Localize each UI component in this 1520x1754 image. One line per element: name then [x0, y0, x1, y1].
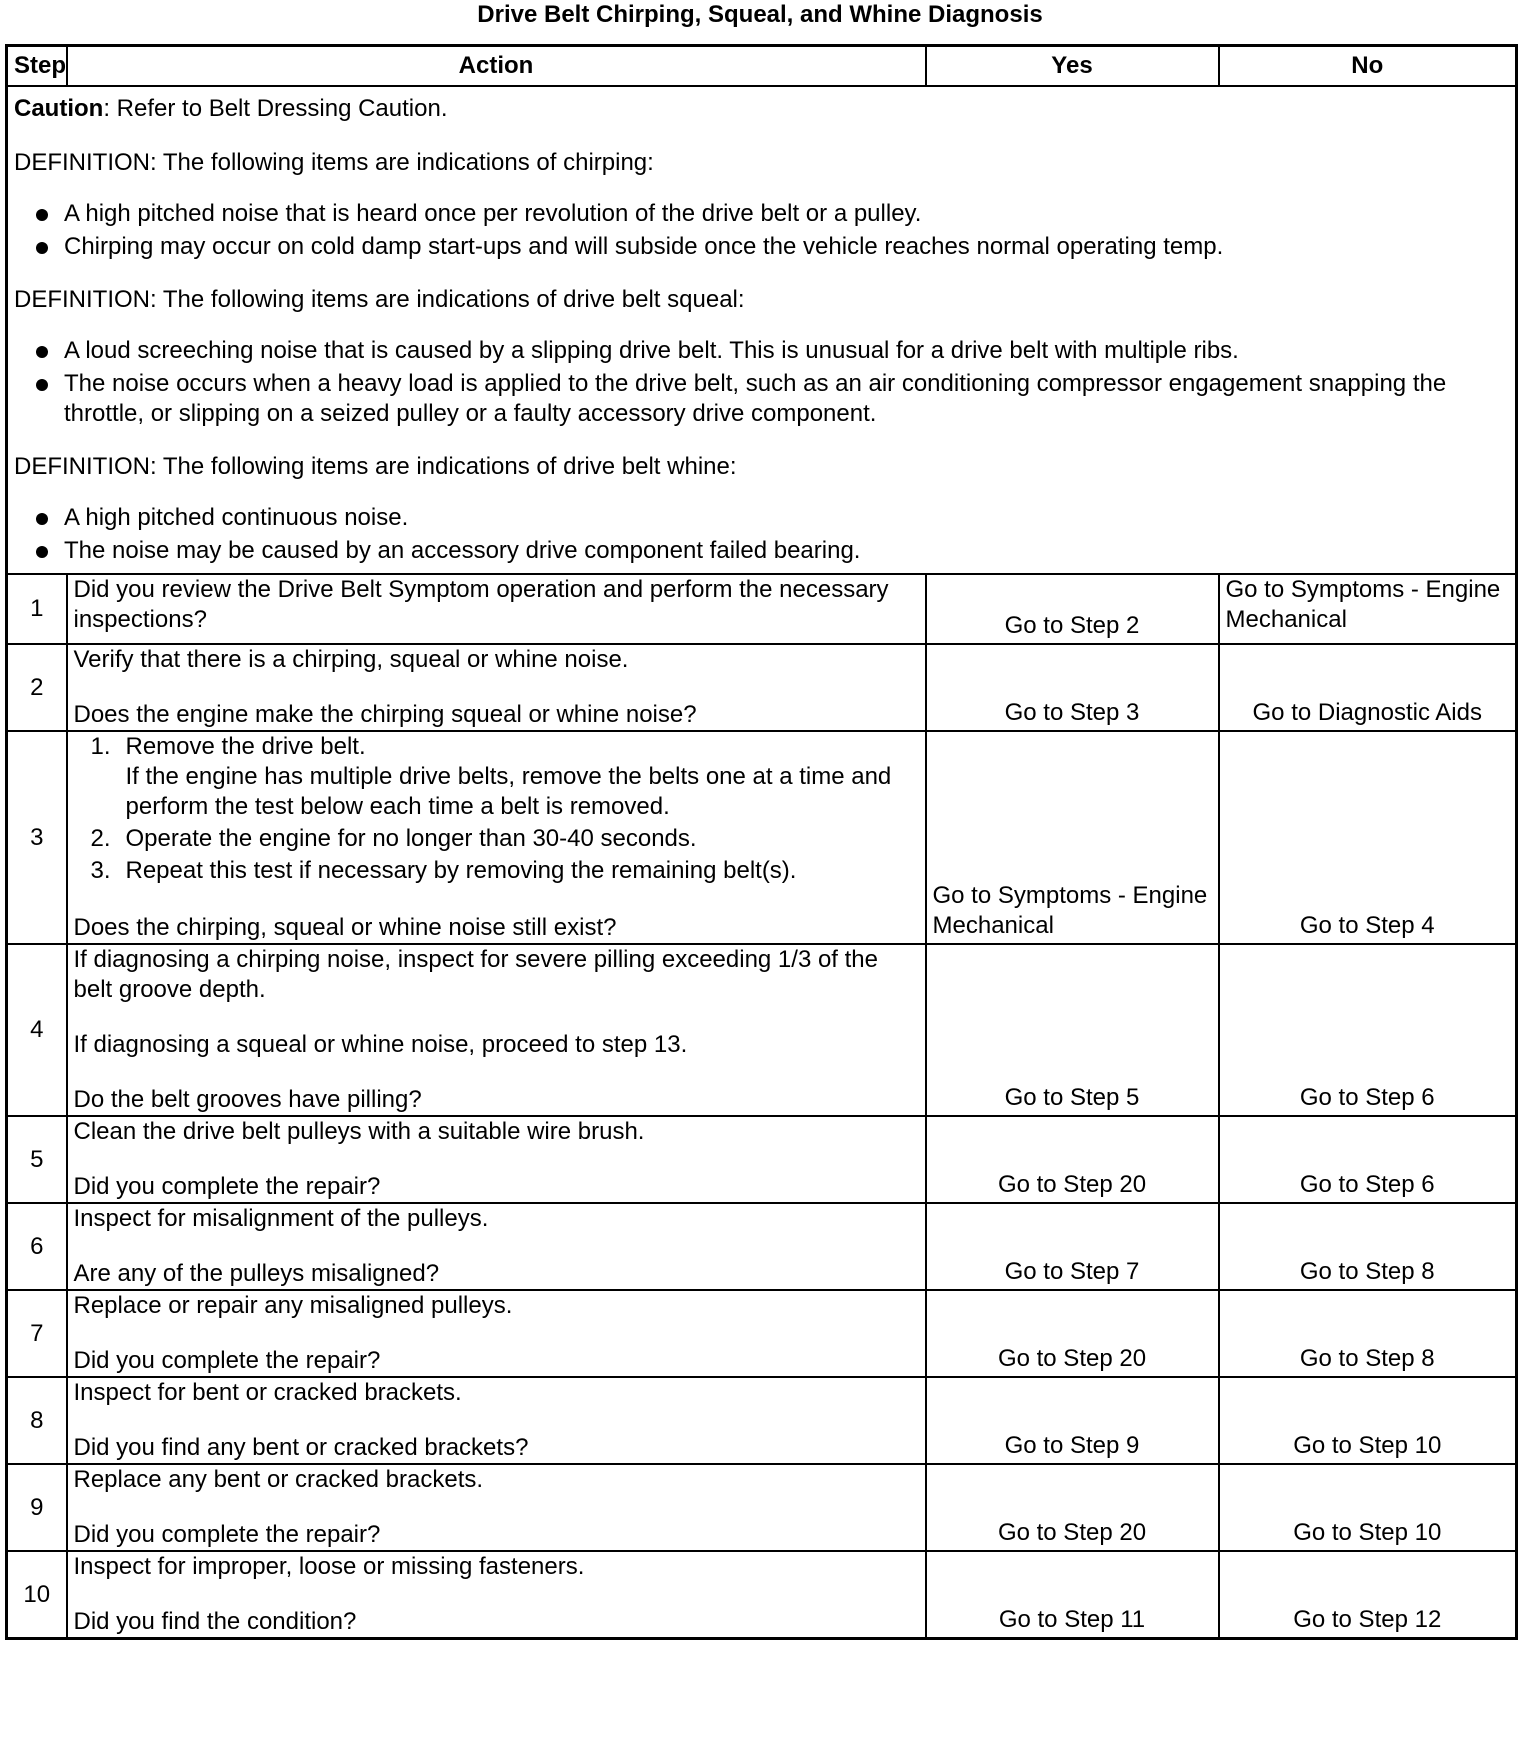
intro-row [7, 86, 1517, 574]
list-item: A loud screeching noise that is caused by a slipping drive belt. This is unusual for a drive belt with multiple ribs. [14, 336, 1509, 366]
yes-cell: Go to Symptoms - Engine Mechanical [926, 731, 1219, 944]
step-number: 5 [7, 1116, 67, 1203]
diagnosis-table [5, 44, 1518, 1640]
step-number: 3 [7, 731, 67, 944]
action-cell [67, 1377, 926, 1464]
table-row [7, 944, 1517, 1116]
action-question: Did you complete the repair? [73, 1173, 381, 1200]
action-question: Does the engine make the chirping squeal or whine noise? [73, 701, 697, 728]
action-text: Inspect for improper, loose or missing fasteners. [73, 1553, 585, 1580]
table-row [7, 1551, 1517, 1639]
action-text: Did you review the Drive Belt Symptom operation and perform the necessary inspections? [73, 576, 889, 633]
no-cell: Go to Symptoms - Engine Mechanical [1219, 574, 1517, 644]
action-cell [67, 1290, 926, 1377]
caution-text: : Refer to Belt Dressing Caution. [103, 95, 448, 122]
action-cell [67, 574, 926, 644]
whine-list [14, 503, 1509, 566]
action-text: If diagnosing a squeal or whine noise, proceed to step 13. [73, 1031, 688, 1058]
header-no: No [1219, 46, 1517, 87]
intro-cell [7, 86, 1517, 574]
step-number: 7 [7, 1290, 67, 1377]
list-item: Chirping may occur on cold damp start-ups and will subside once the vehicle reaches normal operating temp. [14, 232, 1509, 262]
table-row [7, 574, 1517, 644]
substep-list [74, 732, 919, 886]
action-cell [67, 1551, 926, 1639]
no-cell: Go to Step 12 [1219, 1551, 1517, 1639]
header-yes: Yes [926, 46, 1219, 87]
definition-chirping: DEFINITION: The following items are indications of chirping: [14, 149, 654, 176]
action-cell [67, 731, 926, 944]
yes-cell: Go to Step 3 [926, 644, 1219, 731]
table-row [7, 1116, 1517, 1203]
yes-cell: Go to Step 20 [926, 1464, 1219, 1551]
action-text: Replace any bent or cracked brackets. [73, 1466, 484, 1493]
step-number: 1 [7, 574, 67, 644]
no-cell: Go to Step 10 [1219, 1377, 1517, 1464]
header-step: Step [7, 46, 67, 87]
substep-item: 3. Repeat this test if necessary by removing the remaining belt(s). [90, 857, 797, 884]
substep-item: 2. Operate the engine for no longer than 30-40 seconds. [90, 825, 697, 852]
list-item: The noise may be caused by an accessory drive component failed bearing. [14, 536, 1509, 566]
action-question: Does the chirping, squeal or whine noise still exist? [73, 914, 617, 941]
yes-cell: Go to Step 7 [926, 1203, 1219, 1290]
action-text: Inspect for bent or cracked brackets. [73, 1379, 462, 1406]
table-header-row [7, 46, 1517, 87]
action-text: Clean the drive belt pulleys with a suitable wire brush. [73, 1118, 645, 1145]
no-cell: Go to Step 8 [1219, 1203, 1517, 1290]
step-number: 2 [7, 644, 67, 731]
table-row [7, 644, 1517, 731]
definition-squeal: DEFINITION: The following items are indications of drive belt squeal: [14, 286, 745, 313]
action-cell [67, 1464, 926, 1551]
table-row [7, 731, 1517, 944]
action-question: Do the belt grooves have pilling? [73, 1086, 422, 1113]
definition-whine: DEFINITION: The following items are indications of drive belt whine: [14, 453, 737, 480]
step-number: 9 [7, 1464, 67, 1551]
action-cell [67, 944, 926, 1116]
step-number: 4 [7, 944, 67, 1116]
no-cell: Go to Step 10 [1219, 1464, 1517, 1551]
step-number: 8 [7, 1377, 67, 1464]
list-item: A high pitched noise that is heard once per revolution of the drive belt or a pulley. [14, 199, 1509, 229]
action-text: Replace or repair any misaligned pulleys. [73, 1292, 513, 1319]
yes-cell: Go to Step 5 [926, 944, 1219, 1116]
action-question: Did you complete the repair? [73, 1347, 381, 1374]
table-row [7, 1290, 1517, 1377]
no-cell: Go to Step 6 [1219, 1116, 1517, 1203]
chirping-list [14, 199, 1509, 262]
action-question: Are any of the pulleys misaligned? [73, 1260, 440, 1287]
yes-cell: Go to Step 2 [926, 574, 1219, 644]
list-item: The noise occurs when a heavy load is applied to the drive belt, such as an air conditioning compressor engagement snapping the throttle, or slipping on a seized pulley or a faulty accessory drive component. [14, 369, 1509, 429]
action-text: Verify that there is a chirping, squeal or whine noise. [73, 646, 629, 673]
header-action: Action [67, 46, 926, 87]
step-number: 10 [7, 1551, 67, 1639]
no-cell: Go to Step 6 [1219, 944, 1517, 1116]
table-row [7, 1203, 1517, 1290]
caution-line [14, 93, 1509, 125]
action-text: Inspect for misalignment of the pulleys. [73, 1205, 489, 1232]
table-row [7, 1464, 1517, 1551]
action-text: If diagnosing a chirping noise, inspect for severe pilling exceeding 1/3 of the belt groove depth. [73, 946, 879, 1003]
list-item: A high pitched continuous noise. [14, 503, 1509, 533]
step-number: 6 [7, 1203, 67, 1290]
yes-cell: Go to Step 11 [926, 1551, 1219, 1639]
action-question: Did you find any bent or cracked brackets? [73, 1434, 529, 1461]
substep-item: 1. Remove the drive belt. If the engine has multiple drive belts, remove the belts one at a time and perform the test below each time a belt is removed. [90, 733, 892, 820]
yes-cell: Go to Step 20 [926, 1116, 1219, 1203]
no-cell: Go to Step 8 [1219, 1290, 1517, 1377]
no-cell: Go to Diagnostic Aids [1219, 644, 1517, 731]
action-cell [67, 1203, 926, 1290]
yes-cell: Go to Step 9 [926, 1377, 1219, 1464]
action-question: Did you complete the repair? [73, 1521, 381, 1548]
no-cell: Go to Step 4 [1219, 731, 1517, 944]
table-row [7, 1377, 1517, 1464]
action-cell [67, 1116, 926, 1203]
action-question: Did you find the condition? [73, 1608, 357, 1635]
yes-cell: Go to Step 20 [926, 1290, 1219, 1377]
action-cell [67, 644, 926, 731]
squeal-list [14, 336, 1509, 429]
caution-label: Caution [14, 95, 104, 122]
document-title: Drive Belt Chirping, Squeal, and Whine Diagnosis [477, 1, 1043, 28]
